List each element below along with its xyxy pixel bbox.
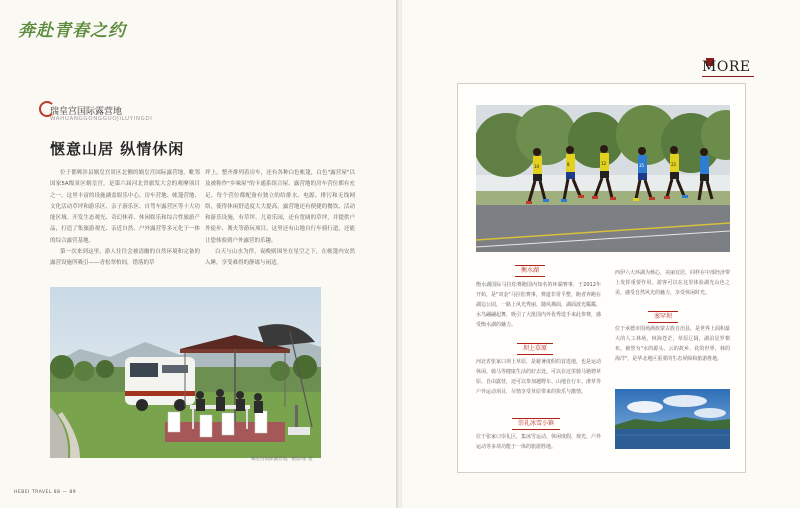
more-rule [702,76,754,77]
photo-caption: 娲皇宫国际露营地，摄影/张 超 [251,457,313,462]
section-title: 瑞皇宫国际露营地 [50,107,123,117]
brand-logo: 奔赴青春之约 [18,21,126,41]
headline: 惬意山居 纵情休闲 [50,140,185,158]
text-hengshui-lake: 衡水湖国际马拉松赛跑国内知名的环湖赛事，于2012年开始，是"双金"马拉松赛事，赛道非常平整，跑者奔跑在湖边公园，一路上风光秀丽，随风拂面，湖面波光粼粼，水鸟翩翩起舞，吸引了大批国内外优秀选手来此参赛，感受衡水湖的魅力。 [476,282,601,328]
paragraph: 第一次来到这里，游人往往会被清幽的自然环境和完备的露营设施所吸引——青松翠柏间，错落的草 [50,249,200,267]
more-heading: MORE [702,59,751,75]
marathon-photo [476,105,730,252]
runner-bib: 22 [671,162,677,167]
lake-photo [615,389,730,449]
campsite-illustration [50,287,321,458]
tag-chongli-town: 崇礼冰雪小镇 [512,418,560,430]
page-footer: HEBEI TRAVEL 88 — 89 [14,490,77,495]
runner-bib: 35 [639,163,645,168]
tag-bashang-grassland: 坝上草原 [517,343,553,355]
runner-bib: 12 [601,161,607,166]
marathon-illustration [476,105,730,252]
body-column-2 [205,168,355,270]
text-saihanba: 位于承德市围场满族蒙古族自治县，是世界上面积最大的人工林场，林海苍茫，草原辽阔，湖泊星罗棋布，被誉为"水的源头、云的故乡、花的世界、林的海洋"，是华北地区重要的生态屏障和旅游胜地。 [615,326,730,362]
runner-bib: 8 [567,162,570,167]
lake-illustration [615,389,730,449]
text-chongli-town: 位于张家口崇礼区，集冰雪运动、休闲度假、观光、户外运动等多项功能于一体的旅游胜地。 [476,434,601,450]
section-pinyin: WAHUANGGONGGUOJILUYINGDI [50,116,153,122]
text-bashang-grassland: 河北省张家口坝上草原，是避暑度假的首选地，也是运动休闲、骑马等健康生活的好去处。可以在这里骑马驰骋草原、自由露营，还可以参加越野车、山地自行车、滑草等户外运动项目，尽情享受草原带来的快乐与激情。 [476,359,601,395]
paragraph: 白天与山水为伴，夜晚则围坐在星空之下，在帐篷内安然入睡，享受难得的静谧与闲适。 [205,249,355,267]
tag-hengshui-lake: 衡水湖 [515,265,545,277]
left-page [0,0,398,508]
campsite-photo [50,287,321,458]
body-column-1 [50,168,200,270]
paragraph: 位于邯郸涉县娲皇宫景区北侧的娲皇宫国际露营地，毗邻国家5A级景区娲皇宫，是第六届河北省旅发大会的观摩项目之一。这里丰富的设施涵盖娱乐中心、房车营地、帐篷营地、文化活动草坪和游乐区、亲子游乐区、自驾车露营区等十大功能区域。开发生态观光、奇幻休养、休闲娱乐和综合性旅游产品，打造了集旅游观光、亲近自然、户外露营等多元化于一体的综合露营基地。 [50,170,200,244]
tag-saihanba: 塞罕坝 [648,311,678,323]
paragraph: 坪上，整齐排列着房车，还有各种白色帐篷，白色"露营屋"以及被称作"乡味屋"的卡通系组合屋。露营地的房车营位都有充足、每个营位都配备有独立的给排水、电源、排污和无线网络，使得休闲舒适度大大提高。露营地还有便捷的餐饮、活动和游乐设施，有草坪、儿童乐园，还有宽阔的草坪，并提供户外徒步、篝火等游玩项目。这里还有山地自行车骑行道，还能让您体验到户外露营的乐趣。 [205,170,355,244]
text-continued: 西伊六大环湖为核心，美丽宜居，同样在中部经济带上发挥重要作用。游客可以在这里体验湖光山色之美，感受自然风光的魅力，享受休闲时光。 [615,270,730,296]
runner-bib: 34 [534,164,540,169]
